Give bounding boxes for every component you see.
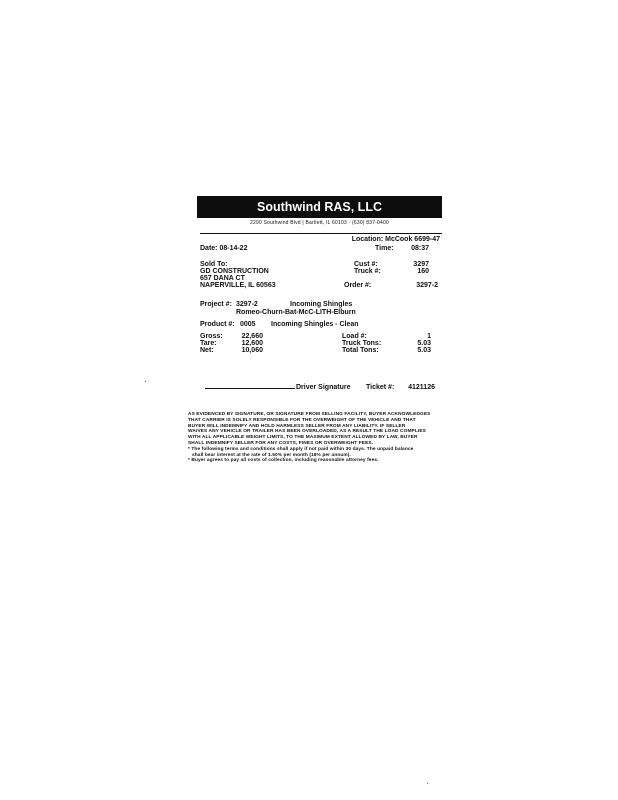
cust-no-label: Cust #: <box>354 261 378 268</box>
project-name: Incoming Shingles <box>290 301 353 308</box>
project-value: 3297-2 <box>236 301 258 308</box>
total-tons-value: 5.03 <box>417 347 431 354</box>
fine-print-line: * Buyer agrees to pay all costs of collection, including reasonable attorney fees. <box>188 458 379 464</box>
fine-print-line: THAT CARRIER IS SOLELY RESPONSIBLE FOR THE OVERWEIGHT OF THE VEHICLE AND THAT <box>188 417 416 423</box>
ticket-no-label: Ticket #: <box>366 384 395 391</box>
company-address: 2290 Southwind Blvd | Bartlett, IL 60103 · (630) 837-0400 <box>250 220 389 226</box>
net-label: Net: <box>200 347 214 354</box>
scan-speck <box>427 783 428 784</box>
customer-city: NAPERVILLE, IL 60563 <box>200 282 276 289</box>
customer-name: GD CONSTRUCTION <box>200 268 269 275</box>
product-value: 0005 <box>240 321 256 328</box>
signature-line <box>205 388 295 389</box>
truck-tons-label: Truck Tons: <box>342 340 382 347</box>
company-name: Southwind RAS, LLC <box>257 200 382 214</box>
project-label: Project #: <box>200 301 232 308</box>
fine-print-line: WAIVES ANY VEHICLE OR TRAILER HAS BEEN OVERLOADED, AS A RESULT THE LOAD COMPLIES <box>188 429 426 435</box>
gross-value: 22,660 <box>241 333 263 340</box>
ticket-no-value: 4121126 <box>408 384 435 391</box>
truck-label: Truck #: <box>354 268 381 275</box>
gross-label: Gross: <box>200 333 223 340</box>
fine-print-line: * The following terms and conditions shall apply if not paid within 30 days. The unpaid balance <box>188 446 414 452</box>
truck-value: 160 <box>417 268 429 275</box>
tare-label: Tare: <box>200 340 217 347</box>
load-value: 1 <box>427 333 431 340</box>
fine-print-line: shall bear interest at the rate of 1.50% per month (18% per annum). <box>192 452 351 458</box>
customer-street: 657 DANA CT <box>200 275 245 282</box>
tare-value: 12,600 <box>241 340 263 347</box>
fine-print-block <box>188 412 448 464</box>
total-tons-label: Total Tons: <box>342 347 379 354</box>
fine-print-line: WITH ALL APPLICABLE WEIGHT LIMITS, TO THE MAXIMUM EXTENT ALLOWED BY LAW, BUYER <box>188 435 418 441</box>
net-value: 10,060 <box>241 347 263 354</box>
project-detail: Romeo-Churn-Bat-McC-LITH-Elburn <box>236 309 356 316</box>
fine-print-line: SHALL INDEMNIFY SELLER FOR ANY COSTS, FINES OR OVERWEIGHT FEES. <box>188 440 374 446</box>
header-divider <box>200 233 442 234</box>
time-label: Time: <box>375 245 394 252</box>
product-label: Product #: <box>200 321 235 328</box>
truck-tons-value: 5.03 <box>417 340 431 347</box>
ticket-date: Date: 08-14-22 <box>200 245 248 252</box>
fine-print-line: AS EVIDENCED BY SIGNATURE, OR SIGNATURE FROM SELLING FACILITY, BUYER ACKNOWLEDGES <box>188 412 431 417</box>
company-banner <box>197 196 442 218</box>
order-label: Order #: <box>344 282 372 289</box>
driver-signature-label: Driver Signature <box>296 384 351 391</box>
fine-print-line: BUYER WILL INDEMNIFY AND HOLD HARMLESS SELLER FROM ANY LIABILITY. IF SELLER <box>188 423 406 429</box>
product-name: Incoming Shingles - Clean <box>271 321 359 328</box>
time-value: 08:37 <box>411 245 429 252</box>
sold-to-label: Sold To: <box>200 261 228 268</box>
scan-speck <box>145 381 146 382</box>
order-value: 3297-2 <box>416 282 438 289</box>
load-label: Load #: <box>342 333 367 340</box>
location: Location: McCook 6699-47 <box>351 236 440 243</box>
cust-no-value: 3297 <box>413 261 429 268</box>
